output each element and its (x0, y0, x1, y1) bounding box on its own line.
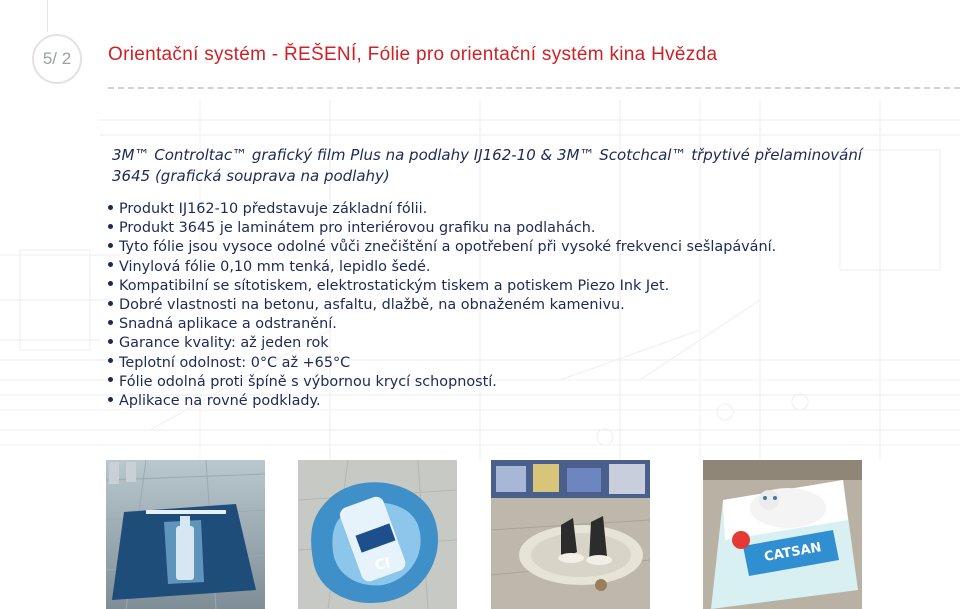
bullet-icon (108, 281, 113, 286)
photo-splash-bottle (298, 460, 457, 609)
list-item: Snadná aplikace a odstranění. (108, 315, 776, 334)
bullet-icon (108, 397, 113, 402)
list-item: Tyto fólie jsou vysoce odolné vůči znečištění a opotřebení při vysoké frekvenci sešlapávání. (108, 238, 776, 257)
bullet-icon (108, 377, 113, 382)
list-item: Vinylová fólie 0,10 mm tenká, lepidlo šedé. (108, 258, 776, 277)
bullet-icon (108, 358, 113, 363)
bullet-icon (108, 243, 113, 248)
photo-catsan-floor (703, 460, 862, 609)
title-divider (108, 87, 960, 89)
list-item: Aplikace na rovné podklady. (108, 392, 776, 411)
feature-list (108, 200, 776, 411)
list-item: Garance kvality: až jeden rok (108, 334, 776, 353)
list-item: Teplotní odolnost: 0°C až +65°C (108, 354, 776, 373)
product-subtitle: 3M™ Controltac™ grafický film Plus na podlahy IJ162-10 & 3M™ Scotchcal™ třpytivé přelaminování 3645 (grafická souprava na podlahy) (112, 146, 863, 185)
list-item: Kompatibilní se sítotiskem, elektrostatickým tiskem a potiskem Piezo Ink Jet. (108, 277, 776, 296)
photo-shoes-floor (491, 460, 650, 609)
list-item: Fólie odolná proti špíně s výbornou krycí schopností. (108, 373, 776, 392)
bullet-icon (108, 262, 113, 267)
bullet-icon (108, 301, 113, 306)
list-item: Dobré vlastnosti na betonu, asfaltu, dlažbě, na obnaženém kamenivu. (108, 296, 776, 315)
bullet-icon (108, 224, 113, 229)
bullet-icon (108, 339, 113, 344)
bullet-icon (108, 320, 113, 325)
photo-vodka-floor (106, 460, 265, 609)
svg-text:CI: CI (373, 555, 392, 574)
page-number-badge: 5/ 2 (32, 34, 82, 84)
list-item: Produkt IJ162-10 představuje základní fólii. (108, 200, 776, 219)
top-tick-line (47, 0, 48, 32)
svg-text:CATSAN: CATSAN (763, 540, 823, 565)
list-item: Produkt 3645 je laminátem pro interiérovou grafiku na podlahách. (108, 219, 776, 238)
page-title: Orientační systém - ŘEŠENÍ, Fólie pro orientační systém kina Hvězda (108, 44, 718, 65)
bullet-icon (108, 205, 113, 210)
